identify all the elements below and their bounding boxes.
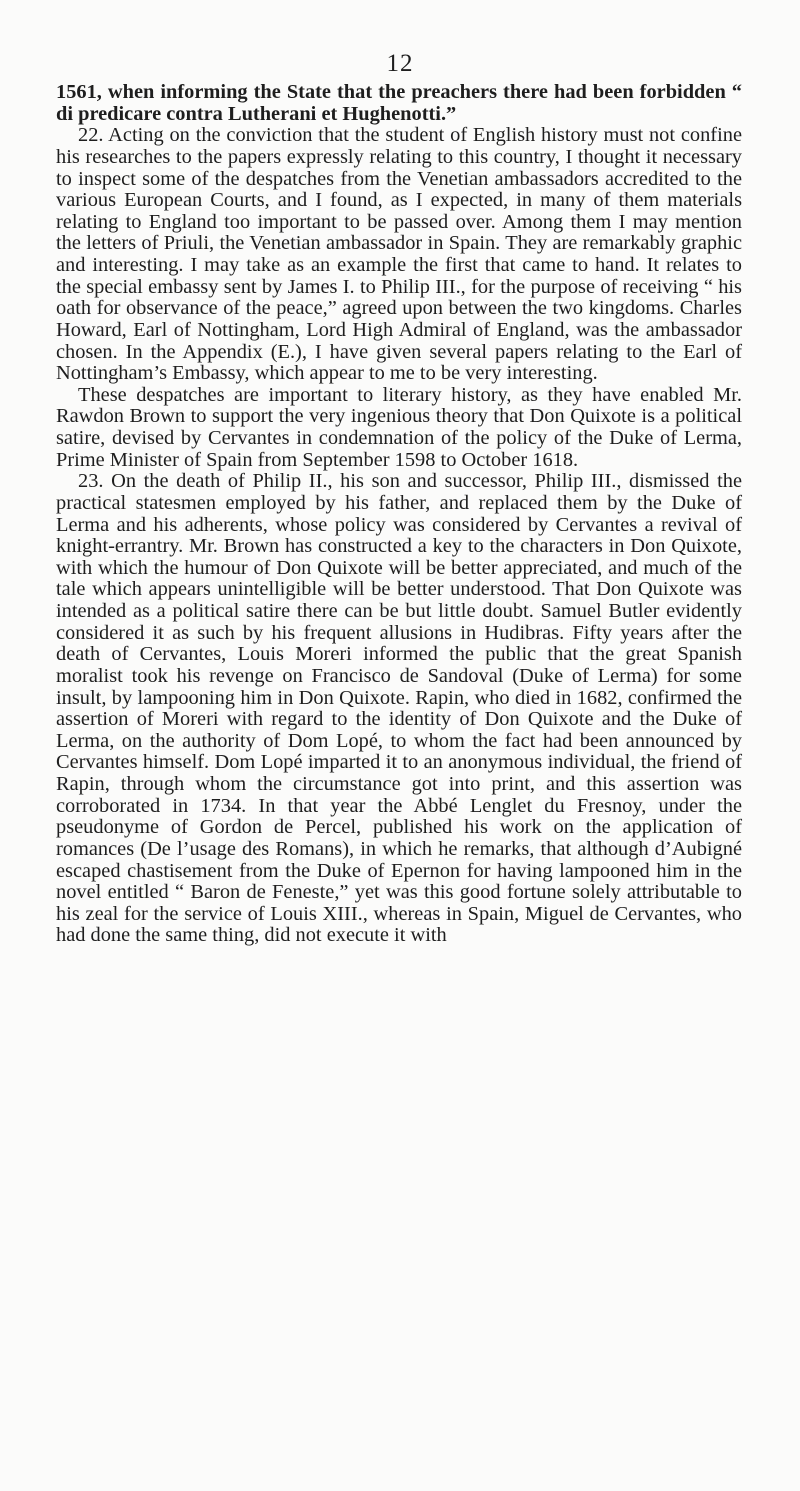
page-number: 12 [386,50,414,77]
paragraph-22: 22. Acting on the conviction that the student of English history must not confine his researches to the papers expressly relating to this country, I thought it necessary to inspect some of the despatches from the Venetian ambassadors accredited to the various European Courts, and I found, as I expected, in many of them materials relating to England too important to be passed over. Among them I may mention the letters of Priuli, the Venetian ambassador in Spain. They are remarkably graphic and interesting. I may take as an example the first that came to hand. It relates to the special embassy sent by James I. to Philip III., for the purpose of receiving “ his oath for observance of the peace,” agreed upon between the two kingdoms. Charles Howard, Earl of Nottingham, Lord High Admiral of England, was the ambassador chosen. In the Appendix (E.), I have given several papers relating to the Earl of Nottingham’s Embassy, which appear to me to be very interesting. [56,124,742,385]
paragraph-23: 23. On the death of Philip II., his son and successor, Philip III., dismissed the practical statesmen employed by his father, and replaced them by the Duke of Lerma and his adherents, whose policy was considered by Cervantes a revival of knight-errantry. Mr. Brown has constructed a key to the characters in Don Quixote, with which the humour of Don Quixote will be better appreciated, and much of the tale which appears unintelligible will be better understood. That Don Quixote was intended as a political satire there can be but little doubt. Samuel Butler evidently considered it as such by his frequent allusions in Hudibras. Fifty years after the death of Cervantes, Louis Moreri informed the public that the great Spanish moralist took his revenge on Francisco de Sandoval (Duke of Lerma) for some insult, by lampooning him in Don Quixote. Rapin, who died in 1682, confirmed the assertion of Moreri with regard to the identity of Don Quixote and the Duke of Lerma, on the authority of Dom Lopé, to whom the fact had been announced by Cervantes himself. Dom Lopé imparted it to an anonymous individual, the friend of Rapin, through whom the circumstance got into print, and this assertion was corroborated in 1734. In that year the Abbé Lenglet du Fresnoy, under the pseudonyme of Gordon de Percel, published his work on the application of romances (De l’usage des Romans), in which he remarks, that although d’Aubigné escaped chastisement from the Duke of Epernon for having lampooned him in the novel entitled “ Baron de Feneste,” yet was this good fortune solely attributable to his zeal for the service of Louis XIII., whereas in Spain, Miguel de Cervantes, who had done the same thing, did not execute it with [56,470,742,947]
body-text [56,82,742,947]
paragraph-continuation: 1561, when informing the State that the preachers there had been forbidden “ di predicare contra Lutherani et Hughenotti.” [56,81,742,125]
paragraph-despatches: These despatches are important to literary history, as they have enabled Mr. Rawdon Brown to support the very ingenious theory that Don Quixote is a political satire, devised by Cervantes in condemnation of the policy of the Duke of Lerma, Prime Minister of Spain from September 1598 to October 1618. [56,383,742,471]
